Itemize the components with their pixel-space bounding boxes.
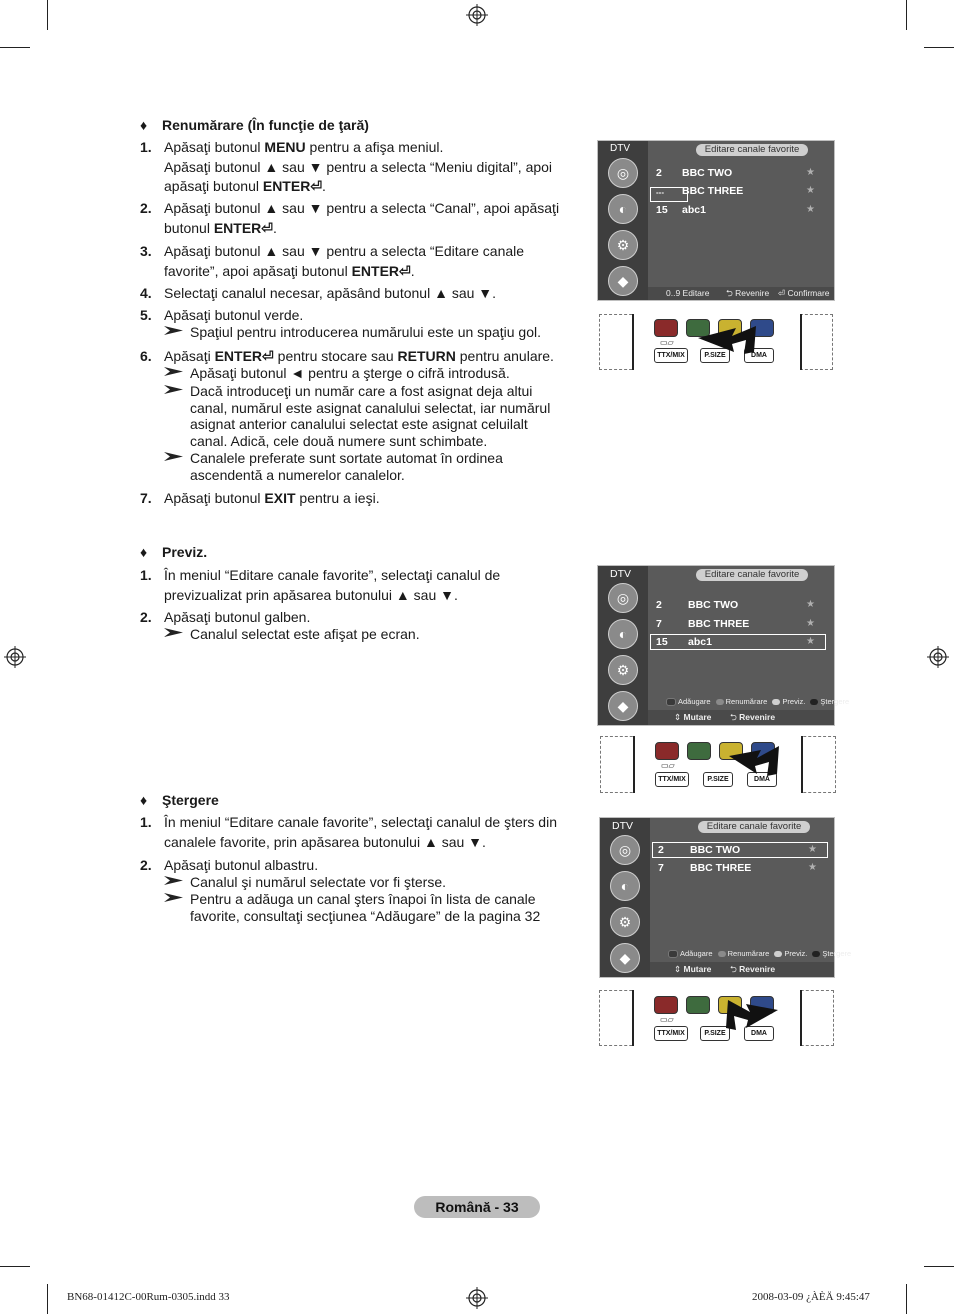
channel-number: 15: [656, 636, 668, 648]
remote-body: [633, 736, 803, 793]
channel-name: BBC THREE: [690, 862, 752, 874]
favorite-star-icon: ★: [806, 599, 815, 610]
note-line: Canalul selectat este afişat pe ecran.: [190, 626, 420, 642]
yellow-key-icon: [772, 699, 780, 705]
blue-key-icon: [810, 699, 818, 705]
footer-confirm: ⏎ Confirmare: [778, 288, 830, 298]
crop-mark: [0, 47, 30, 48]
tv-menu-sidebar: [598, 141, 648, 300]
channel-name: abc1: [682, 204, 706, 216]
crop-mark: [906, 0, 907, 30]
channel-number: 2: [658, 844, 664, 856]
red-button[interactable]: [654, 996, 678, 1014]
step-line: Apăsaţi butonul verde.: [164, 307, 304, 323]
crop-mark: [47, 0, 48, 30]
channel-name: abc1: [688, 636, 712, 648]
sound-menu-icon: ◐: [608, 194, 638, 224]
registration-mark-icon: [927, 646, 949, 668]
return-icon: ⮌: [730, 712, 740, 722]
remote-body: [632, 314, 802, 370]
step-line: canalele favorite, prin apăsarea butonului ▲ sau ▼.: [164, 833, 486, 850]
favorite-star-icon: ★: [808, 844, 817, 855]
return-icon: ⮌: [726, 288, 736, 298]
channel-number: ---: [656, 188, 664, 197]
red-button[interactable]: [654, 319, 678, 337]
note-arrow-icon: [164, 366, 184, 377]
green-button[interactable]: [687, 742, 711, 760]
tv-menu-sidebar: [598, 566, 648, 725]
up-down-icon: ⇕: [674, 964, 684, 974]
screen-footer: [648, 287, 834, 300]
favorite-star-icon: ★: [806, 185, 815, 196]
tv-menu-sidebar: [600, 818, 650, 977]
section-title-preview: ♦ Previz.: [140, 544, 208, 560]
screen-header: Editare canale favorite: [696, 569, 808, 581]
color-legend: Adăugare Renumărare Previz. Ştergere: [666, 697, 849, 706]
section-title-delete: ♦ Ştergere: [140, 792, 219, 808]
crop-mark: [924, 47, 954, 48]
screen-footer: [650, 962, 834, 977]
remote-panel-yellow: [600, 736, 836, 793]
up-down-icon: ⇕: [674, 712, 684, 722]
registration-mark-icon: [466, 1287, 488, 1309]
channel-number: 7: [658, 862, 664, 874]
dtv-label: DTV: [612, 820, 633, 832]
step-line: Apăsaţi butonul ▲ sau ▼ pentru a selecta “Canal”, apoi apăsaţi: [164, 200, 560, 216]
channel-number: 2: [656, 167, 662, 179]
note-arrow-icon: [164, 875, 184, 886]
crop-mark: [0, 1266, 30, 1267]
note-line: favorite, consultaţi secţiunea “Adăugare” de la pagina 32: [190, 907, 541, 924]
input-menu-icon: ◆: [608, 691, 638, 721]
note-line: canal. Adică, cele două numere sunt schimbate.: [190, 432, 488, 449]
note-line: Apăsaţi butonul ◄ pentru a şterge o cifră introdusă.: [190, 365, 510, 381]
channel-name: BBC TWO: [688, 599, 739, 611]
note-line: asignat anterior canalului selectat este asignat celuilalt: [190, 416, 528, 432]
setup-menu-icon: ⚙: [608, 230, 638, 260]
yellow-key-icon: [774, 951, 782, 957]
favorite-star-icon: ★: [806, 618, 815, 629]
step-line: Apăsaţi butonul MENU pentru a afişa meniul.: [164, 139, 444, 155]
note-arrow-icon: [164, 451, 184, 462]
red-key-icon: [666, 698, 676, 706]
favorite-star-icon: ★: [808, 862, 817, 873]
footer-edit: 0..9 Editare: [666, 288, 710, 298]
dma-label: DMA: [747, 772, 777, 787]
note-line: Canalele preferate sunt sortate automat în ordinea: [190, 450, 503, 466]
channel-number: 2: [656, 599, 662, 611]
psize-label: P.SIZE: [700, 1026, 730, 1041]
page-number-label: Română - 33: [414, 1196, 540, 1218]
favorite-star-icon: ★: [806, 204, 815, 215]
section-title-renumber: ♦ Renumărare (În funcţie de ţară): [140, 117, 369, 133]
step-line: Selectaţi canalul necesar, apăsând butonul ▲ sau ▼.: [164, 285, 497, 301]
step-line: Apăsaţi butonul ▲ sau ▼ pentru a selecta “Editare canale: [164, 243, 525, 259]
channel-name: BBC THREE: [682, 185, 744, 197]
step-line: Apăsaţi butonul galben.: [164, 609, 311, 625]
green-button[interactable]: [686, 996, 710, 1014]
step-line: Apăsaţi butonul albastru.: [164, 857, 319, 873]
channel-number: 7: [656, 618, 662, 630]
crop-mark: [906, 1284, 907, 1314]
remote-panel-green: [599, 314, 833, 370]
channel-name: BBC TWO: [682, 167, 733, 179]
psize-label: P.SIZE: [703, 772, 733, 787]
picture-menu-icon: ◎: [610, 835, 640, 865]
step-line: Apăsaţi butonul EXIT pentru a ieşi.: [164, 490, 380, 506]
footer-return: ⮌ Revenire: [726, 288, 770, 298]
setup-menu-icon: ⚙: [608, 655, 638, 685]
footer-return: ⮌ Revenire: [730, 964, 776, 974]
sound-menu-icon: ◐: [610, 871, 640, 901]
screen-header: Editare canale favorite: [698, 821, 810, 833]
ttx-mix-label: TTX/MIX: [655, 772, 689, 787]
return-icon: ⮌: [730, 964, 740, 974]
step-line: favorite”, apoi apăsaţi butonul ENTER⏎.: [164, 262, 415, 279]
crop-mark: [47, 1284, 48, 1314]
screen-header: Editare canale favorite: [696, 144, 808, 156]
screen-footer: [648, 710, 834, 725]
remote-body: [632, 990, 802, 1046]
tv-screen-delete: [599, 817, 852, 978]
note-arrow-icon: [164, 384, 184, 395]
pointer-hand-icon: [696, 322, 766, 358]
teletext-icon: ▭▱: [660, 338, 674, 347]
step-line: butonul ENTER⏎.: [164, 219, 277, 236]
red-key-icon: [668, 950, 678, 958]
note-arrow-icon: [164, 325, 184, 336]
note-line: canal, numărul este asignat canalului selectat, iar numărul: [190, 399, 551, 416]
favorite-star-icon: ★: [806, 636, 815, 647]
picture-menu-icon: ◎: [608, 158, 638, 188]
pointer-hand-icon: [727, 744, 787, 780]
note-line: Pentru a adăuga un canal şters înapoi în lista de canale: [190, 891, 536, 907]
setup-menu-icon: ⚙: [610, 907, 640, 937]
step-line: apăsaţi butonul ENTER⏎.: [164, 178, 326, 194]
step-line: previzualizat prin apăsarea butonului ▲ sau ▼.: [164, 586, 458, 603]
tv-screen-preview: [597, 565, 850, 726]
step-line: Apăsaţi ENTER⏎ pentru stocare sau RETURN pentru anulare.: [164, 348, 554, 364]
note-line: ascendentă a numerelor canalelor.: [190, 466, 405, 483]
step-line: Apăsaţi butonul ▲ sau ▼ pentru a selecta “Meniu digital”, apoi: [164, 158, 553, 175]
input-menu-icon: ◆: [608, 266, 638, 296]
ttx-mix-label: TTX/MIX: [654, 348, 688, 363]
remote-panel-blue: [599, 990, 834, 1046]
note-line: Dacă introduceţi un număr care a fost asignat deja altui: [190, 383, 533, 399]
note-arrow-icon: [164, 627, 184, 638]
print-slug-date: 2008-03-09 ¿ÀÈÄ 9:45:47: [752, 1291, 870, 1303]
step-line: În meniul “Editare canale favorite”, selectaţi canalul de: [164, 567, 501, 583]
input-menu-icon: ◆: [610, 943, 640, 973]
footer-move: ⇕ Mutare: [674, 712, 712, 722]
print-slug-file: BN68-01412C-00Rum-0305.indd 33: [67, 1291, 230, 1303]
blue-key-icon: [812, 951, 820, 957]
selection-box: [650, 634, 826, 650]
color-legend: Adăugare Renumărare Previz. Ştergere: [668, 949, 851, 958]
channel-number: 15: [656, 204, 668, 216]
green-key-icon: [718, 951, 726, 957]
dtv-label: DTV: [610, 568, 631, 580]
registration-mark-icon: [4, 646, 26, 668]
psize-label: P.SIZE: [700, 348, 730, 363]
footer-move: ⇕ Mutare: [674, 964, 712, 974]
dma-label: DMA: [744, 348, 774, 363]
dma-label: DMA: [744, 1026, 774, 1041]
ttx-mix-label: TTX/MIX: [654, 1026, 688, 1041]
pointer-hand-icon: [710, 998, 780, 1034]
note-line: Spaţiul pentru introducerea numărului este un spaţiu gol.: [190, 324, 541, 340]
footer-return: ⮌ Revenire: [730, 712, 776, 722]
green-key-icon: [716, 699, 724, 705]
note-arrow-icon: [164, 892, 184, 903]
channel-name: BBC TWO: [690, 844, 741, 856]
step-line: În meniul “Editare canale favorite”, selectaţi canalul de şters din: [164, 814, 557, 830]
tv-screen-renumber: [597, 140, 835, 301]
teletext-icon: ▭▱: [661, 761, 675, 770]
crop-mark: [924, 1266, 954, 1267]
channel-name: BBC THREE: [688, 618, 750, 630]
picture-menu-icon: ◎: [608, 583, 638, 613]
red-button[interactable]: [655, 742, 679, 760]
favorite-star-icon: ★: [806, 167, 815, 178]
note-line: Canalul şi numărul selectate vor fi şterse.: [190, 874, 446, 890]
registration-mark-icon: [466, 4, 488, 26]
teletext-icon: ▭▱: [660, 1015, 674, 1024]
sound-menu-icon: ◐: [608, 619, 638, 649]
dtv-label: DTV: [610, 143, 630, 154]
enter-icon: ⏎: [778, 288, 788, 298]
